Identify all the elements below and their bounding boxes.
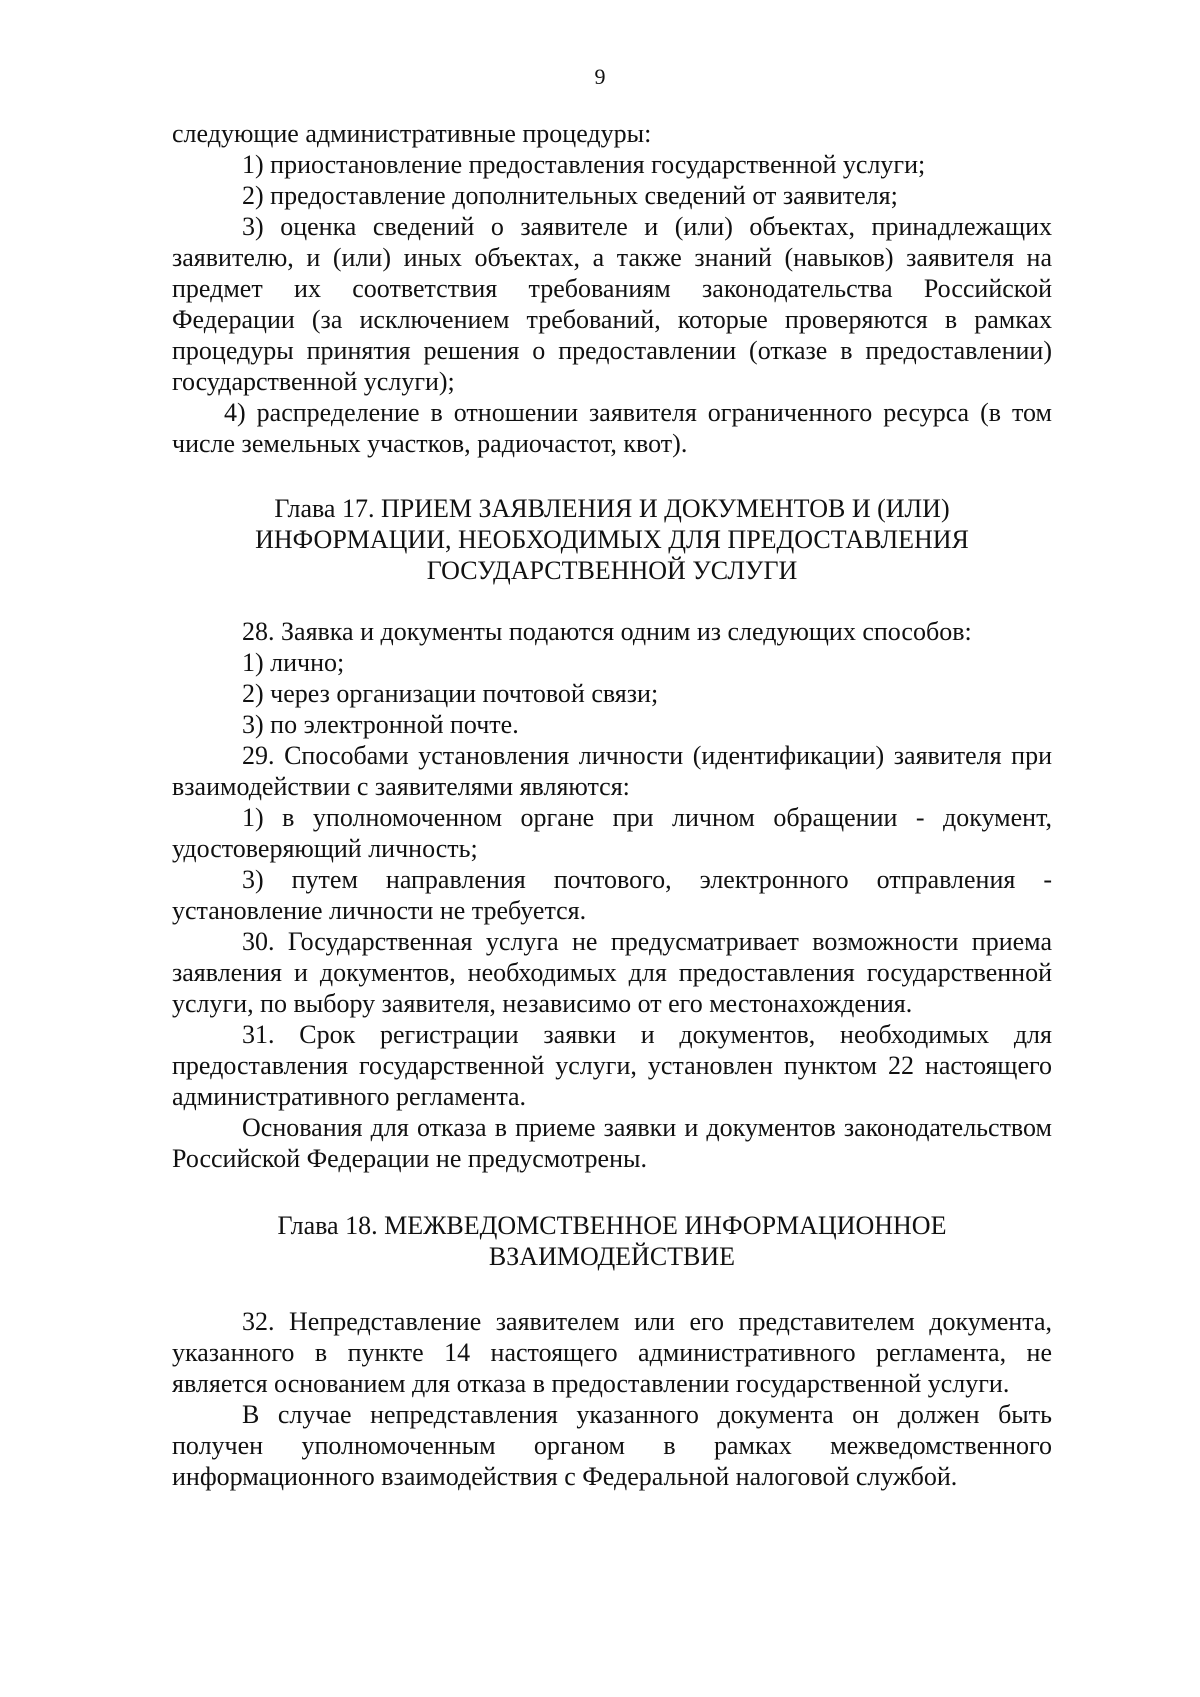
chapter-17-heading <box>172 493 1052 586</box>
chapter-18-title-line-2: ВЗАИМОДЕЙСТВИЕ <box>488 1242 736 1271</box>
chapter-17-title-line-1: Глава 17. ПРИЕМ ЗАЯВЛЕНИЯ И ДОКУМЕНТОВ И (ИЛИ) <box>274 494 950 523</box>
chapter-17-title-line-2: ИНФОРМАЦИИ, НЕОБХОДИМЫХ ДЛЯ ПРЕДОСТАВЛЕНИЯ <box>255 525 969 554</box>
chapter-18-heading <box>172 1210 1052 1272</box>
intro-paragraph-4: 4) распределение в отношении заявителя ограниченного ресурса (в том числе земельных участков, радиочастот, квот). <box>172 398 1052 458</box>
chapter-17-paragraph-29: 29. Способами установления личности (идентификации) заявителя при взаимодействии с заявителями являются: <box>172 741 1052 801</box>
intro-paragraph-0: следующие административные процедуры: <box>172 119 652 148</box>
chapter-17-title-line-3: ГОСУДАРСТВЕННОЙ УСЛУГИ <box>426 556 798 585</box>
intro-paragraph-1: 1) приостановление предоставления государственной услуги; <box>242 150 926 179</box>
document-body <box>172 118 1052 1492</box>
chapter-17-paragraph-31: 31. Срок регистрации заявки и документов, необходимых для предоставления государственной услуги, установлен пунктом 22 настоящего административного регламента. <box>172 1020 1052 1111</box>
chapter-17-paragraph-30: 30. Государственная услуга не предусматривает возможности приема заявления и документов, необходимых для предоставления государственной услуги, по выбору заявителя, независимо от его местонахождения. <box>172 927 1052 1018</box>
chapter-17-paragraph-28: 28. Заявка и документы подаются одним из следующих способов: <box>242 617 972 646</box>
chapter-17-item-by-mail: 3) путем направления почтового, электронного отправления - установление личности не требуется. <box>172 865 1052 925</box>
chapter-17-paragraph-grounds: Основания для отказа в приеме заявки и документов законодательством Российской Федерации не предусмотрены. <box>172 1113 1052 1173</box>
chapter-17-item-in-office: 1) в уполномоченном органе при личном обращении - документ, удостоверяющий личность; <box>172 803 1052 863</box>
intro-paragraph-2: 2) предоставление дополнительных сведений от заявителя; <box>242 181 898 210</box>
page-number: 9 <box>594 64 606 89</box>
chapter-17-item-personally: 1) лично; <box>242 648 345 677</box>
chapter-18-title-line-1: Глава 18. МЕЖВЕДОМСТВЕННОЕ ИНФОРМАЦИОННОЕ <box>277 1211 947 1240</box>
chapter-18-paragraph-interagency: В случае непредставления указанного документа он должен быть получен уполномоченным органом в рамках межведомственного информационного взаимодействия с Федеральной налоговой службой. <box>172 1400 1052 1491</box>
intro-paragraph-3: 3) оценка сведений о заявителе и (или) объектах, принадлежащих заявителю, и (или) иных объектах, а также знаний (навыков) заявителя на предмет их соответствия требованиям законодательства Российской Федерации (за исключением требований, которые проверяются в рамках процедуры принятия решения о предоставлении (отказе в предоставлении) государственной услуги); <box>172 212 1052 396</box>
chapter-17-item-post: 2) через организации почтовой связи; <box>242 679 659 708</box>
chapter-18-paragraph-32: 32. Непредставление заявителем или его представителем документа, указанного в пункте 14 настоящего административного регламента, не является основанием для отказа в предоставлении государственной услуги. <box>172 1307 1052 1398</box>
chapter-17-item-email: 3) по электронной почте. <box>242 710 519 739</box>
